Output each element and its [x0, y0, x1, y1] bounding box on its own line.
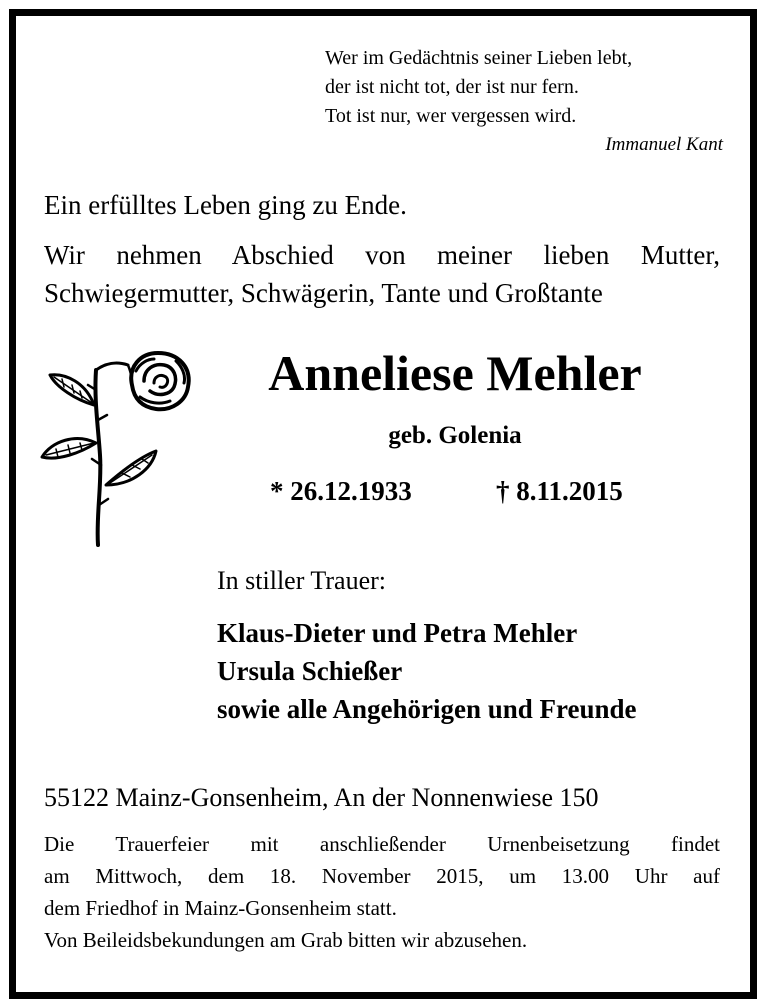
death-date: † 8.11.2015: [496, 476, 623, 506]
mourner-entry: Ursula Schießer: [217, 656, 403, 686]
quote-author: Immanuel Kant: [605, 134, 723, 155]
quote-line: der ist nicht tot, der ist nur fern.: [325, 76, 579, 98]
mourners-list: [217, 614, 637, 728]
quote: [325, 44, 632, 131]
deceased-name: Anneliese Mehler: [268, 345, 642, 401]
details-line: Von Beileidsbekundungen am Grab bitten wir abzusehen.: [44, 928, 528, 952]
maiden-name: geb. Golenia: [388, 422, 522, 449]
address: 55122 Mainz-Gonsenheim, An der Nonnenwiese 150: [44, 783, 599, 812]
quote-line: Tot ist nur, wer vergessen wird.: [325, 105, 577, 127]
mourner-entry: sowie alle Angehörigen und Freunde: [217, 694, 637, 724]
mourner-entry: Klaus-Dieter und Petra Mehler: [217, 618, 578, 648]
mourning-label: In stiller Trauer:: [217, 566, 386, 595]
details-line: dem Friedhof in Mainz-Gonsenheim statt.: [44, 896, 397, 920]
intro-line: Ein erfülltes Leben ging zu Ende.: [44, 190, 407, 220]
rose-icon: [36, 345, 206, 550]
quote-line: Wer im Gedächtnis seiner Lieben lebt,: [325, 47, 633, 69]
ceremony-details: [44, 828, 720, 956]
intro-paragraph: Wir nehmen Abschied von meiner lieben Mutter, Schwiegermutter, Schwägerin, Tante und Großtante: [44, 240, 720, 308]
details-line: am Mittwoch, dem 18. November 2015, um 13.00 Uhr auf: [44, 864, 720, 888]
details-line: Die Trauerfeier mit anschließender Urnenbeisetzung findet: [44, 832, 720, 856]
birth-date: * 26.12.1933: [270, 476, 412, 506]
